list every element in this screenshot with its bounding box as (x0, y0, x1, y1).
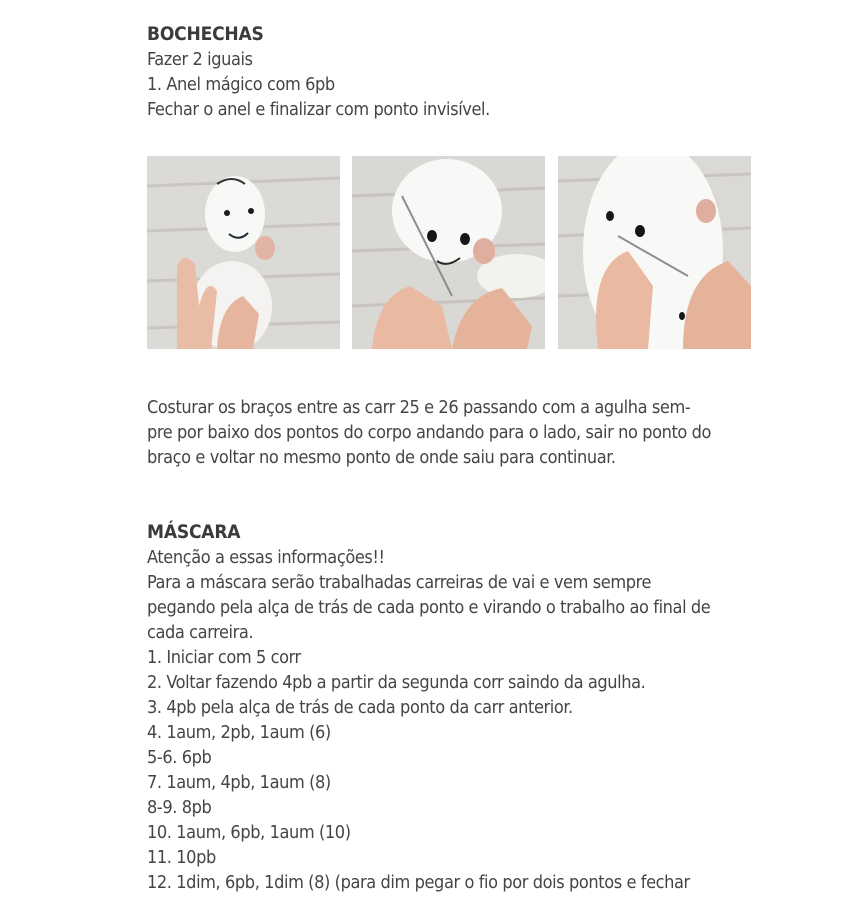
bracos-line-3: braço e voltar no mesmo ponto de onde saiu para continuar. (147, 447, 616, 468)
mascara-line-4: cada carreira. (147, 622, 254, 643)
mascara-line-8: 4. 1aum, 2pb, 1aum (6) (147, 722, 331, 743)
bochechas-line-1: Fazer 2 iguais (147, 49, 253, 70)
mascara-line-6: 2. Voltar fazendo 4pb a partir da segunda corr saindo da agulha. (147, 672, 646, 693)
mascara-line-10: 7. 1aum, 4pb, 1aum (8) (147, 772, 331, 793)
bracos-line-1: Costurar os braços entre as carr 25 e 26 passando com a agulha sem- (147, 397, 691, 418)
mascara-line-1: Atenção a essas informações!! (147, 547, 385, 568)
heading-bochechas: BOCHECHAS (147, 23, 264, 45)
mascara-line-13: 11. 10pb (147, 847, 216, 868)
photo-2 (352, 156, 545, 349)
photo-1 (147, 156, 340, 349)
section-bracos (147, 395, 757, 470)
bochechas-line-2: 1. Anel mágico com 6pb (147, 74, 335, 95)
photo-3 (558, 156, 751, 349)
section-mascara (147, 520, 757, 895)
mascara-line-9: 5-6. 6pb (147, 747, 212, 768)
bochechas-line-3: Fechar o anel e finalizar com ponto invisível. (147, 99, 490, 120)
mascara-line-14: 12. 1dim, 6pb, 1dim (8) (para dim pegar o fio por dois pontos e fechar (147, 872, 690, 893)
mascara-line-12: 10. 1aum, 6pb, 1aum (10) (147, 822, 351, 843)
mascara-line-5: 1. Iniciar com 5 corr (147, 647, 301, 668)
section-bochechas (147, 22, 757, 122)
mascara-line-7: 3. 4pb pela alça de trás de cada ponto da carr anterior. (147, 697, 573, 718)
mascara-line-11: 8-9. 8pb (147, 797, 212, 818)
bracos-line-2: pre por baixo dos pontos do corpo andando para o lado, sair no ponto do (147, 422, 712, 443)
heading-mascara: MÁSCARA (147, 521, 241, 543)
mascara-line-2: Para a máscara serão trabalhadas carreiras de vai e vem sempre (147, 572, 652, 593)
mascara-line-3: pegando pela alça de trás de cada ponto e virando o trabalho ao final de (147, 597, 711, 618)
photo-strip (147, 156, 751, 349)
